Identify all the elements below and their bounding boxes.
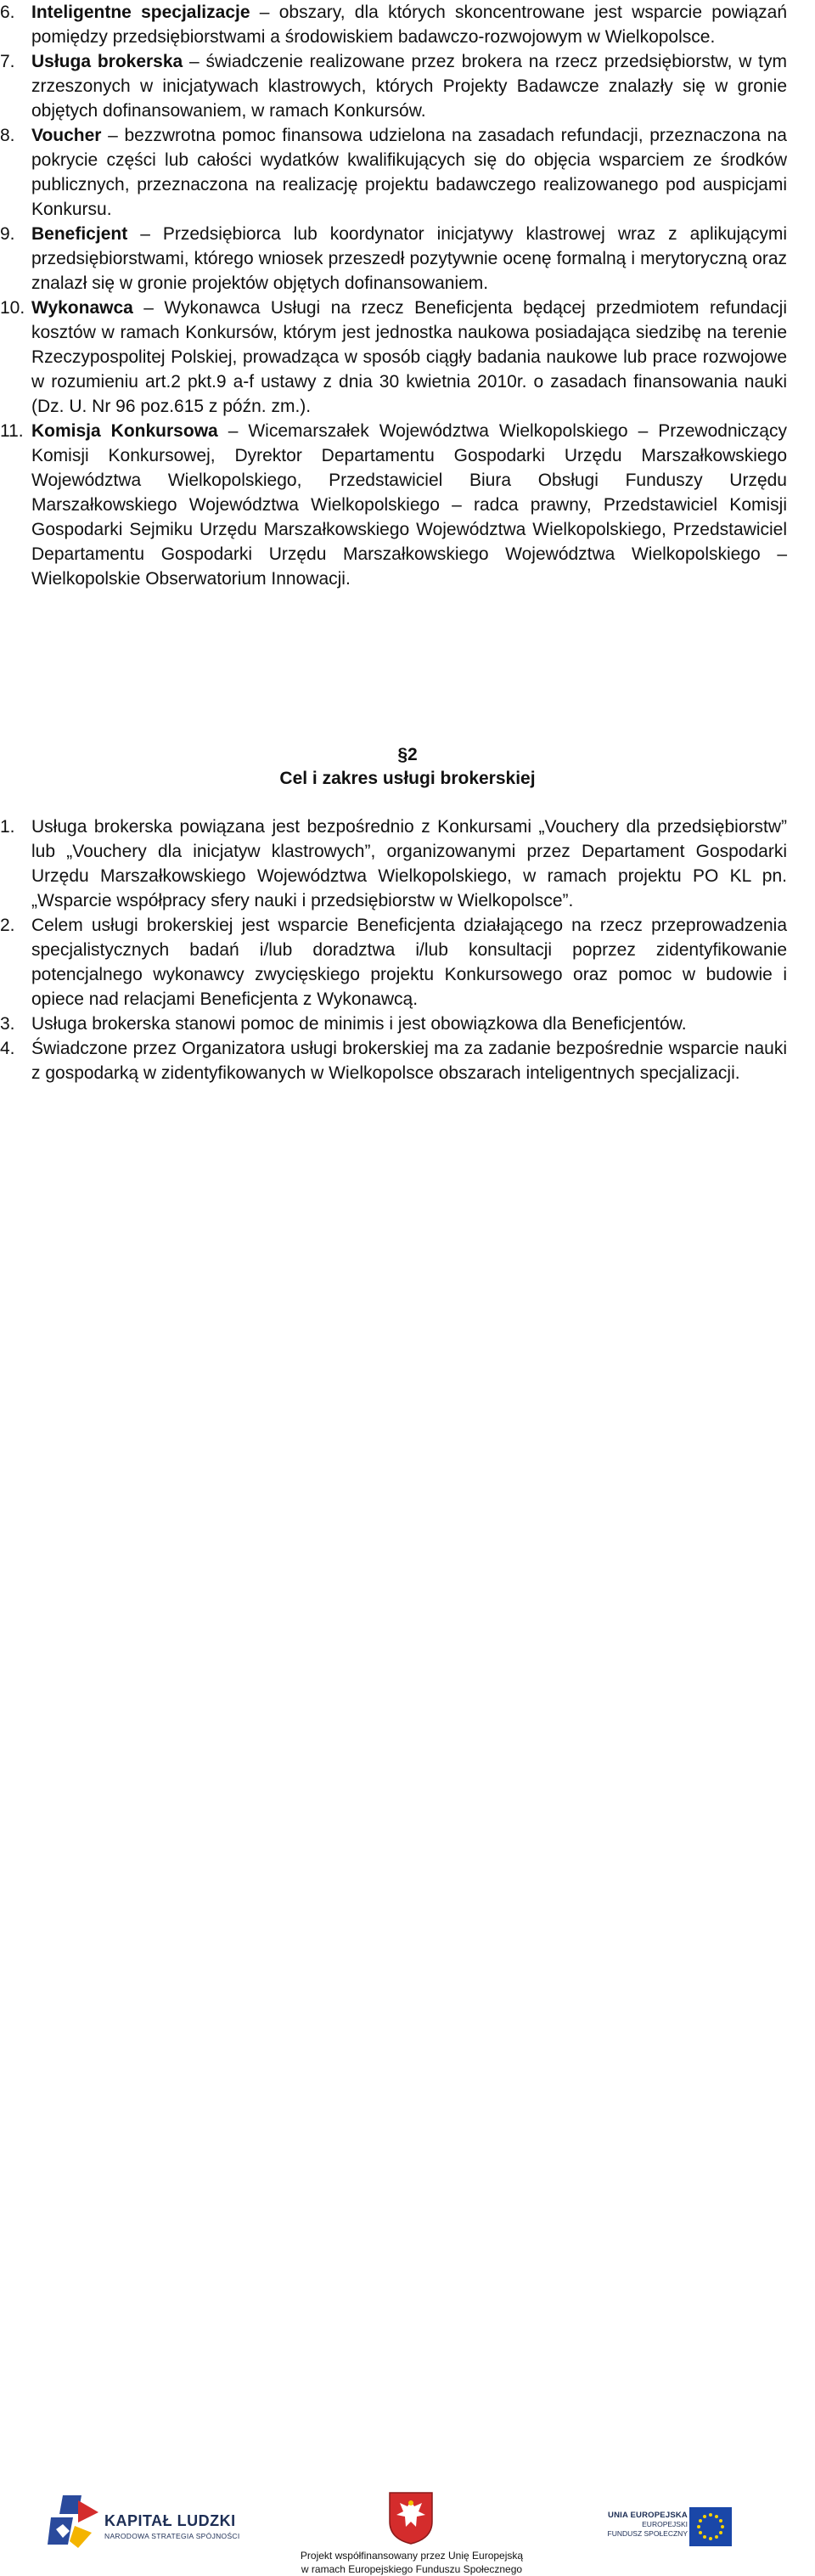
item-number: 4.	[0, 1039, 15, 1058]
section-item-text: Usługa brokerska powiązana jest bezpośrednio z Konkursami „Vouchery dla przedsiębiorstw” lub „Vouchery dla inicjatyw klastrowych”, organizowanymi przez Departament Gospodarki Urzędu Marszałkowskiego Województwa Wielkopolskiego, w ramach projektu PO KL pn. „Wsparcie współpracy sfery nauki i przedsiębiorstw w Wielkopolsce”.	[31, 817, 787, 910]
definition-term: Wykonawca	[31, 298, 133, 318]
section-item-text: Celem usługi brokerskiej jest wsparcie Beneficjenta działającego na rzecz przeprowadzenia specjalistycznych badań i/lub doradztwa i/lub konsultacji poprzez zidentyfikowanie potencjalnego wykonawcy zwycięskiego projektu Konkursowego oraz pomoc w budowie i opiece nad relacjami Beneficjenta z Wykonawcą.	[31, 916, 787, 1009]
section-items-list	[0, 815, 815, 1085]
section-item-text: Świadczone przez Organizatora usługi brokerskiej ma za zadanie bezpośrednie wsparcie nauki z gospodarką w zidentyfikowanych w Wielkopolsce obszarach inteligentnych specjalizacji.	[31, 1039, 787, 1083]
kapital-ludzki-title: KAPITAŁ LUDZKI	[104, 2512, 236, 2529]
section-title: Cel i zakres usługi brokerskiej	[279, 769, 536, 788]
definitions-list	[0, 0, 815, 591]
definition-text	[31, 296, 787, 419]
definition-text	[31, 222, 787, 296]
kapital-ludzki-logo-icon	[44, 2492, 100, 2553]
eu-flag-icon	[689, 2507, 732, 2546]
eu-line-3: FUNDUSZ SPOŁECZNY	[607, 2529, 688, 2538]
item-number: 3.	[0, 1014, 15, 1034]
definition-item-6	[0, 0, 815, 49]
definition-text	[31, 419, 787, 591]
kapital-ludzki-wordmark	[104, 2512, 240, 2540]
section-item-text: Usługa brokerska stanowi pomoc de minimis i jest obowiązkowa dla Beneficjentów.	[31, 1014, 687, 1034]
definition-term: Komisja Konkursowa	[31, 421, 218, 441]
definition-description: – Przedsiębiorca lub koordynator inicjatywy klastrowej wraz z aplikującymi przedsiębiorstwami, którego wniosek przeszedł pozytywnie ocenę formalną i merytoryczną oraz znalazł się w gronie projektów objętych dofinansowaniem.	[31, 224, 787, 293]
definition-item-11	[0, 419, 815, 591]
eu-cofinancing-caption	[280, 2549, 543, 2576]
definition-description: – Wykonawca Usługi na rzecz Beneficjenta będącej przedmiotem refundacji kosztów w ramach Konkursów, którym jest jednostka naukowa posiadająca siedzibę na terenie Rzeczypospolitej Polskiej, prowadząca w sposób ciągły badania naukowe lub prace rozwojowe w rozumieniu art.2 pkt.9 a-f ustawy z dnia 30 kwietnia 2010r. o zasadach finansowania nauki (Dz. U. Nr 96 poz.615 z późn. zm.).	[31, 298, 787, 416]
section-item-4	[0, 1036, 815, 1085]
definition-item-7	[0, 49, 815, 123]
kapital-ludzki-subtitle: NARODOWA STRATEGIA SPÓJNOŚCI	[104, 2532, 240, 2540]
section-item-1	[0, 815, 815, 913]
footer-logos	[0, 1247, 815, 2575]
definition-text	[31, 49, 787, 123]
caption-line-2: w ramach Europejskiego Funduszu Społecznego	[301, 2563, 523, 2575]
definition-text	[31, 123, 787, 222]
definition-item-9	[0, 222, 815, 296]
section-item-3	[0, 1012, 815, 1036]
definition-term: Voucher	[31, 126, 102, 145]
definition-description: – obszary, dla których skoncentrowane jest wsparcie powiązań pomiędzy przedsiębiorstwami a środowiskiem badawczo-rozwojowym w Wielkopolsce.	[31, 3, 788, 47]
item-number: 7.	[0, 52, 15, 71]
definition-item-8	[0, 123, 815, 222]
item-number: 2.	[0, 916, 15, 935]
definition-description: – bezzwrotna pomoc finansowa udzielona na zasadach refundacji, przeznaczona na pokrycie części lub całości wydatków kwalifikujących się do objęcia wsparciem ze środków publicznych, przeznaczona na realizację projektu badawczego realizowanego pod auspicjami Konkursu.	[31, 126, 787, 219]
item-number: 9.	[0, 224, 15, 244]
definition-term: Beneficjent	[31, 224, 128, 244]
section-number: §2	[397, 745, 418, 764]
item-number: 8.	[0, 126, 15, 145]
definition-description: – świadczenie realizowane przez brokera na rzecz przedsiębiorstw, w tym zrzeszonych w inicjatywach klastrowych, których Projekty Badawcze znalazły się w gronie objętych dofinansowaniem, w ramach Konkursów.	[31, 52, 787, 121]
item-number: 11.	[0, 421, 24, 441]
definition-description: – Wicemarszałek Województwa Wielkopolskiego – Przewodniczący Komisji Konkursowej, Dyrektor Departamentu Gospodarki Urzędu Marszałkowskiego Województwa Wielkopolskiego, Przedstawiciel Biura Obsługi Funduszy Urzędu Marszałkowskiego Województwa Wielkopolskiego – radca prawny, Przedstawiciel Komisji Gospodarki Sejmiku Urzędu Marszałkowskiego Województwa Wielkopolskiego, Przedstawiciel Departamentu Gospodarki Urzędu Marszałkowskiego Województwa Wielkopolskiego – Wielkopolskie Obserwatorium Innowacji.	[31, 421, 787, 589]
eu-line-2: EUROPEJSKI	[642, 2520, 688, 2528]
definition-text	[31, 0, 787, 49]
caption-line-1: Projekt współfinansowany przez Unię Europejską	[300, 2550, 524, 2562]
item-number: 10.	[0, 298, 25, 318]
eu-wordmark	[560, 2511, 688, 2539]
section-item-2	[0, 913, 815, 1012]
definition-term: Inteligentne specjalizacje	[31, 3, 250, 22]
wielkopolska-coat-of-arms-icon	[388, 2491, 434, 2545]
definition-item-10	[0, 296, 815, 419]
definition-term: Usługa brokerska	[31, 52, 183, 71]
item-number: 1.	[0, 817, 15, 837]
item-number: 6.	[0, 3, 15, 22]
eu-title: UNIA EUROPEJSKA	[608, 2511, 688, 2520]
